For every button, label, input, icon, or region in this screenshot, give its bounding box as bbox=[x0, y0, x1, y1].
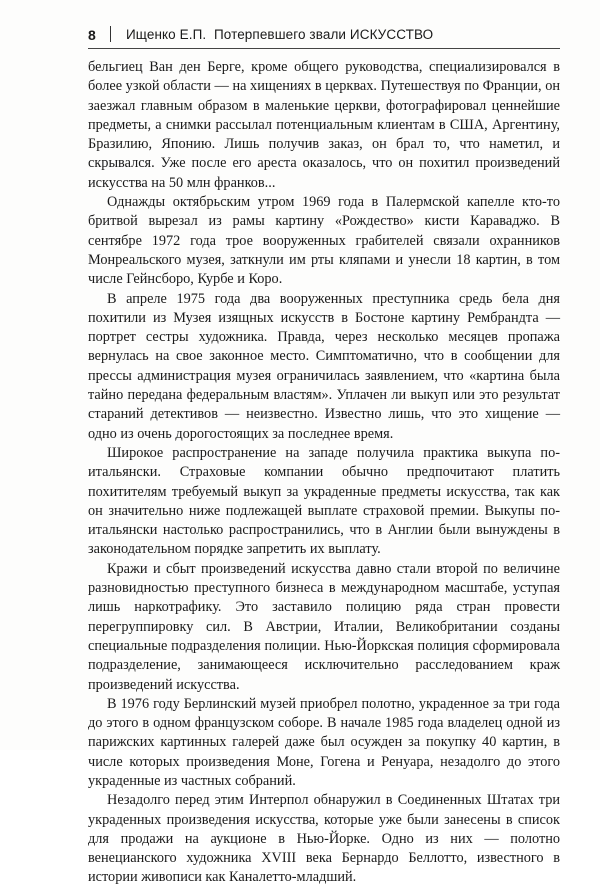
paragraph: В апреле 1975 года два вооруженных преступника средь бела дня похитили из Музея изящных искусств в Бостоне картину Рембрандта — портрет сестры художника. Правда, через несколько месяцев пропажа вернулась на свое законное место. Симптоматично, что в сообщении для прессы администрация музея ограничилась заявлением, что «картина была тайно передана федеральным властям». Уплачен ли выкуп или это результат стараний детективов — неизвестно. Известно лишь, что это хищение — одно из очень дорогостоящих за последнее время. bbox=[88, 290, 560, 442]
running-header bbox=[88, 22, 558, 48]
body-text bbox=[88, 58, 560, 888]
paragraph: В 1976 году Берлинский музей приобрел полотно, украденное за три года до этого в одном французском соборе. В начале 1985 года владелец одной из парижских картинных галерей даже был осужден за покупку 40 картин, в числе которых произведения Моне, Гогена и Ренуара, незадолго до этого украденные из частных собраний. bbox=[88, 695, 560, 789]
paragraph: Широкое распространение на западе получила практика выкупа по-итальянски. Страховые компании обычно предпочитают платить похитителям требуемый выкуп за украденные предметы искусства, так как он значительно ниже подлежащей выплате страховой премии. Выкупы по-итальянски настолько распространились, что в Англии были вынуждены в законодательном порядке запретить их выплату. bbox=[88, 444, 560, 558]
paragraph-continued: бельгиец Ван ден Берге, кроме общего руководства, специализировался в более узкой области — на хищениях в церквах. Путешествуя по Франции, он заезжал главным образом в маленькие церкви, фотографировал ценнейшие предметы, а снимки рассылал потенциальным клиентам в США, Аргентину, Бразилию, Японию. Лишь получив заказ, он брал то, что наметил, и скрывался. Уже после его ареста оказалось, что он похитил произведений искусства на 50 млн франков... bbox=[88, 59, 560, 191]
paragraph: Однажды октябрьским утром 1969 года в Палермской капелле кто-то бритвой вырезал из рамы картину «Рождество» кисти Караваджо. В сентябре 1972 года трое вооруженных грабителей связали охранников Монреальского музея, заткнули им рты кляпами и унесли 18 картин, в том числе Гейнсборо, Курбе и Коро. bbox=[88, 194, 560, 288]
running-title: Ищенко Е.П. Потерпевшего звали ИСКУССТВО bbox=[126, 27, 434, 42]
paragraph: Кражи и сбыт произведений искусства давно стали второй по величине разновидностью преступного бизнеса в международном масштабе, уступая лишь наркотрафику. Это заставило полицию ряда стран провести перегруппировку сил. В Австрии, Италии, Великобритании созданы специальные подразделения полиции. Нью-Йоркская полиция сформировала подразделение, занимающееся исключительно расследованием краж произведений искусства. bbox=[88, 560, 560, 693]
header-rule bbox=[88, 48, 560, 49]
page-number: 8 bbox=[88, 27, 96, 43]
paragraph: Незадолго перед этим Интерпол обнаружил в Соединенных Штатах три украденных произведения искусства, которые уже были занесены в список для продажи на аукционе в Нью-Йорке. Одно из них — полотно венецианского художника XVIII века Бернардо Беллотто, известного в истории живописи как Каналетто-младший. bbox=[88, 792, 560, 886]
header-separator bbox=[110, 26, 111, 42]
